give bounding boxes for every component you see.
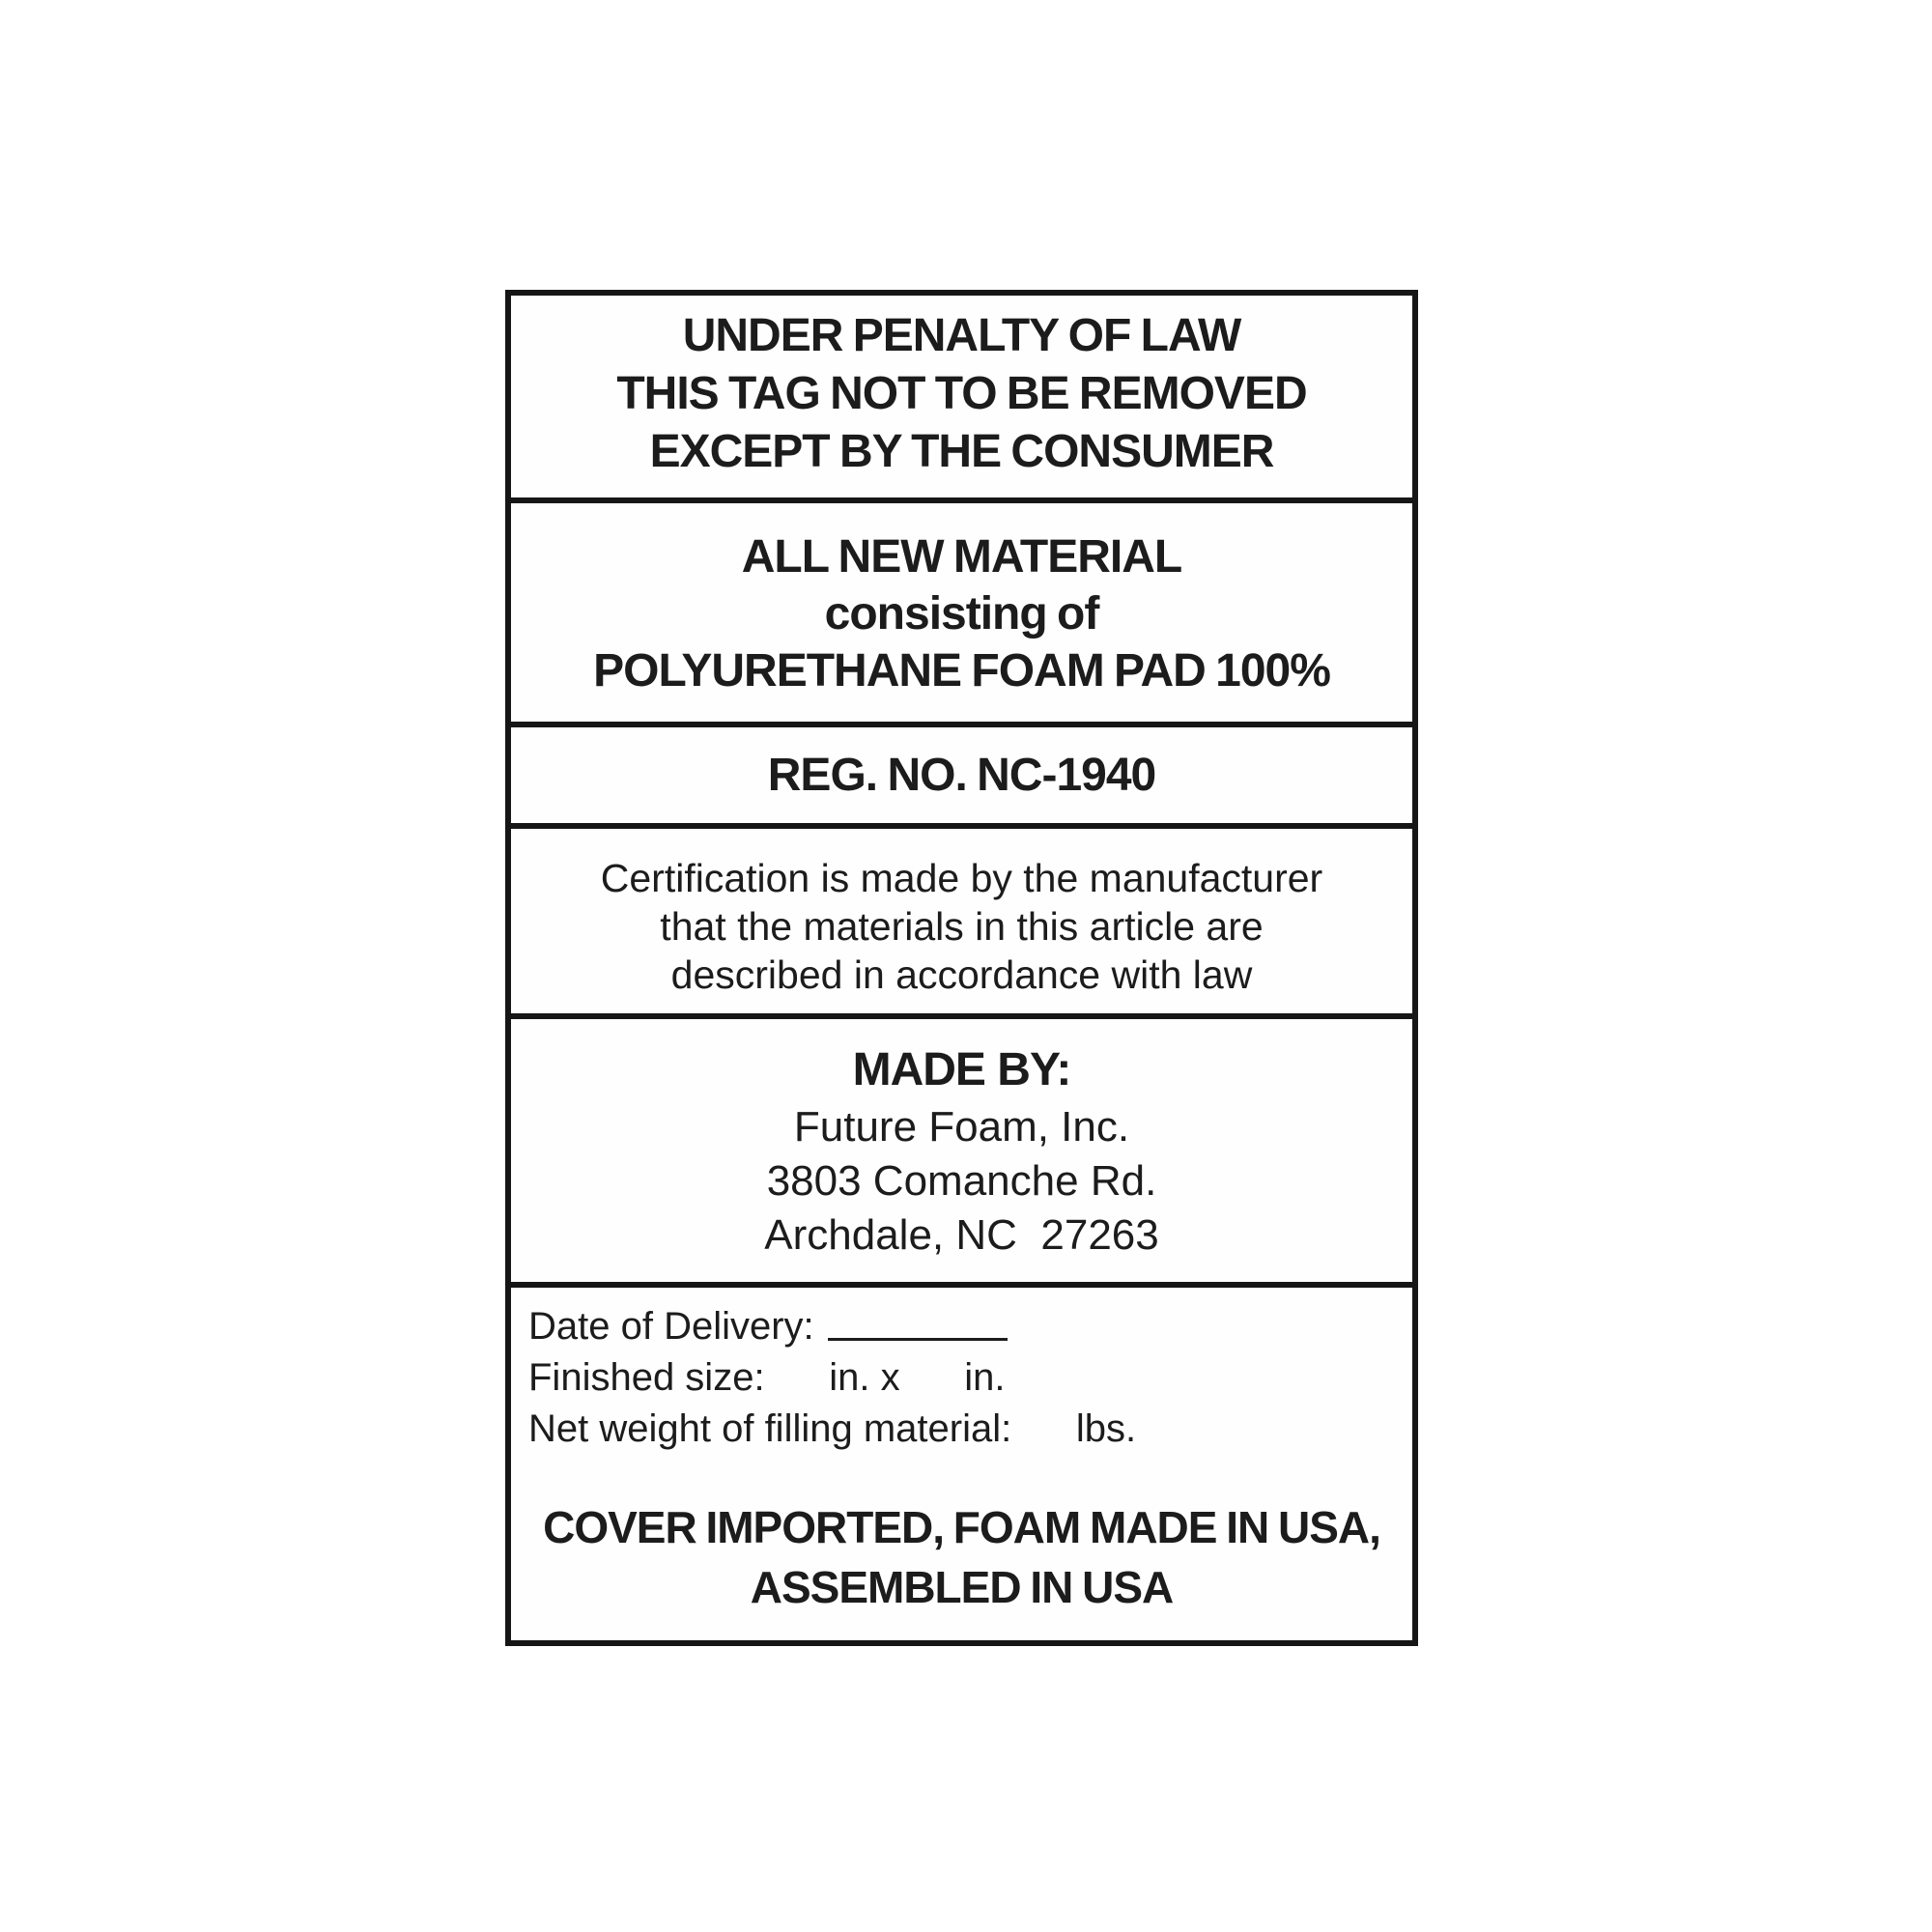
law-tag-label (505, 290, 1418, 1646)
penalty-warning-line-2: THIS TAG NOT TO BE REMOVED (616, 368, 1307, 419)
section-penalty-warning (511, 296, 1412, 497)
section-material-contents (511, 497, 1412, 722)
date-of-delivery-label: Date of Delivery: (528, 1305, 814, 1348)
date-of-delivery-line (511, 1301, 1412, 1352)
manufacturer-name: Future Foam, Inc. (793, 1103, 1130, 1151)
manufacturer-street: 3803 Comanche Rd. (766, 1157, 1157, 1205)
registration-number-line: REG. NO. NC-1940 (767, 749, 1156, 801)
finished-size-line: Finished size: in. x in. (528, 1356, 1006, 1399)
material-line-1: ALL NEW MATERIAL (741, 531, 1182, 582)
material-line-2: consisting of (824, 588, 1099, 639)
made-by-heading: MADE BY: (852, 1044, 1071, 1095)
net-weight-line: Net weight of filling material: lbs. (528, 1407, 1137, 1450)
origin-statement-line-1: COVER IMPORTED, FOAM MADE IN USA, (543, 1502, 1380, 1552)
origin-statement (511, 1497, 1412, 1617)
date-of-delivery-blank (828, 1338, 1008, 1341)
origin-statement-line-2: ASSEMBLED IN USA (750, 1562, 1174, 1612)
section-delivery-details (511, 1282, 1412, 1640)
penalty-warning-line-1: UNDER PENALTY OF LAW (682, 310, 1241, 361)
material-line-3: POLYURETHANE FOAM PAD 100% (593, 645, 1330, 696)
certification-line-2: that the materials in this article are (660, 904, 1264, 949)
certification-line-3: described in accordance with law (670, 952, 1253, 997)
manufacturer-city-state-zip: Archdale, NC 27263 (764, 1211, 1159, 1259)
section-certification (511, 823, 1412, 1013)
section-made-by (511, 1013, 1412, 1282)
certification-line-1: Certification is made by the manufacturer (600, 856, 1323, 900)
section-registration-number (511, 722, 1412, 823)
penalty-warning-line-3: EXCEPT BY THE CONSUMER (649, 426, 1274, 477)
